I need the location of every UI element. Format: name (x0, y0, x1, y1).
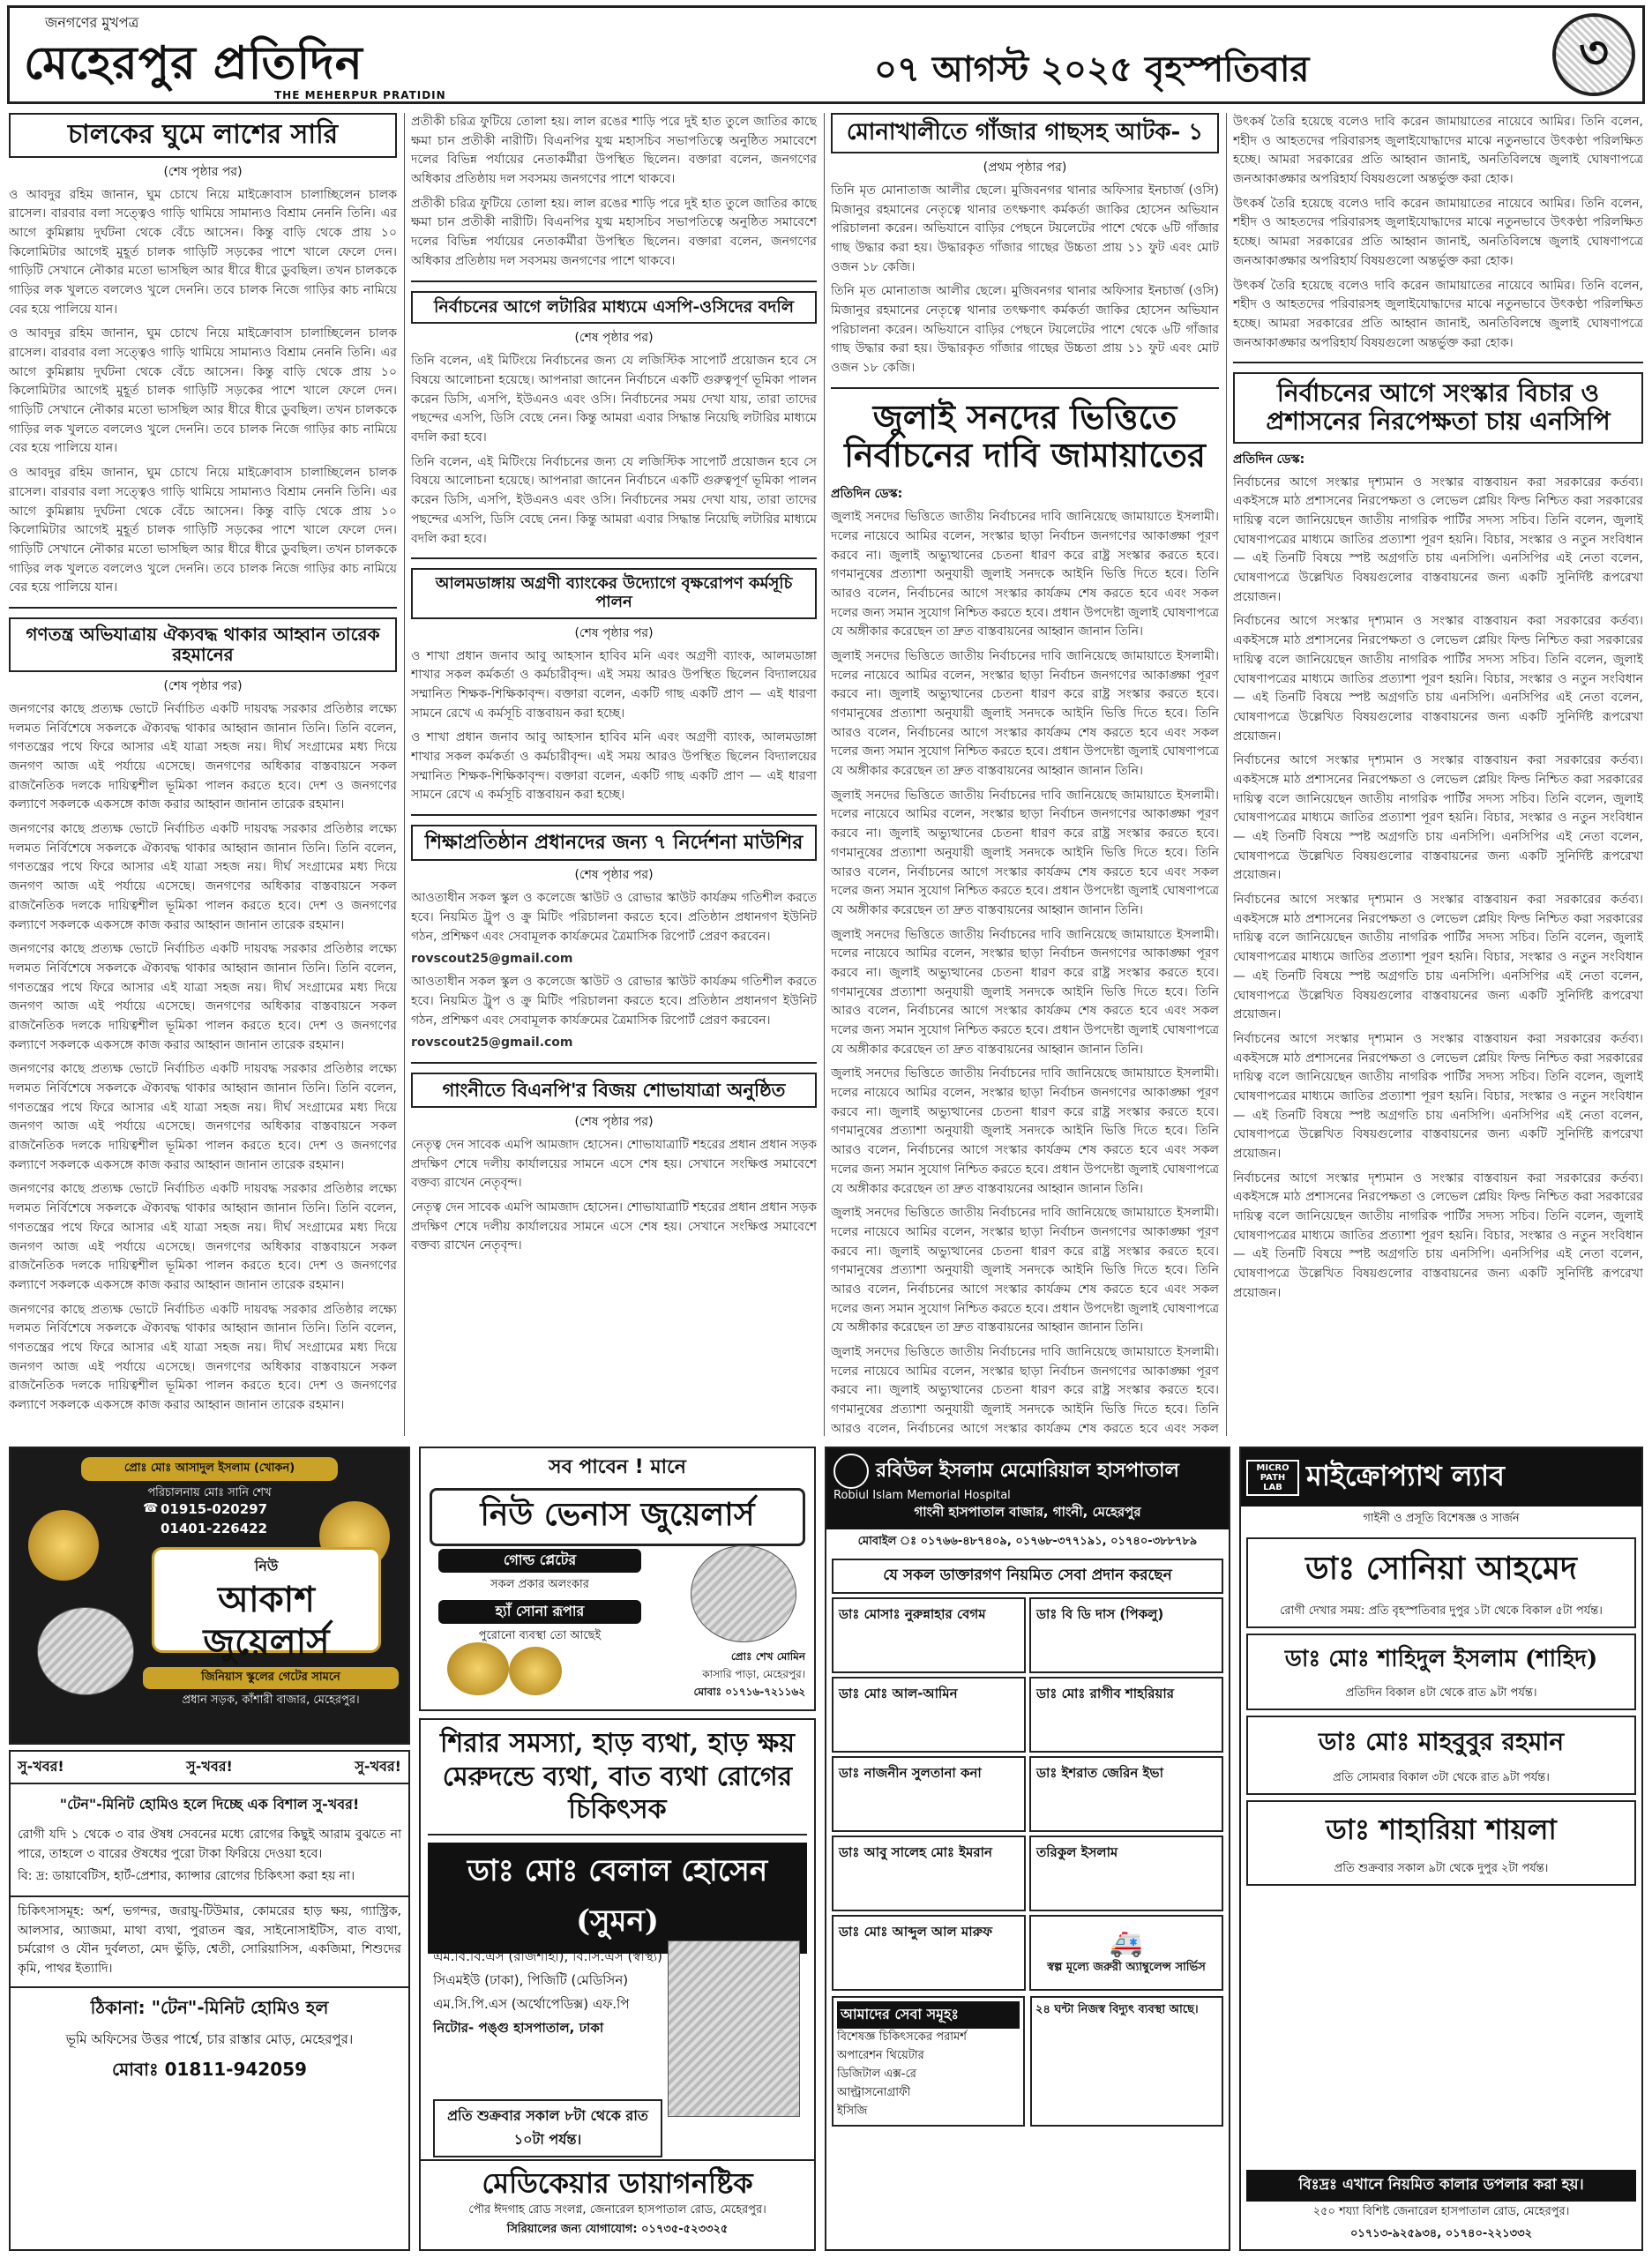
article-body: ও আবদুর রহিম জানান, ঘুম চোখে নিয়ে মাইক্রোবাস চালাচ্ছিলেন চালক রাসেল। বারবার বলা সত্ত্বেও গাড়ি থামিয়ে সামান্যও বিশ্রাম নেননি তিনি। এর আগে কুমিল্লায় দুর্ঘটনা থেকে বেঁচে আসেন। কিন্তু বাড়ি থেকে প্রায় ১০ কিলোমিটার আগেই মুহূর্ত চালক গাড়িটি সড়কের পাশে খালে ফেলে দেন। গাড়িটি সেখানে নৌকার মতো ভাসছিল আর ধীরে ধীরে ডুবছিল। তখন চালককে গাড়ির লক খুলতে বললেও খুলে দেননি। তবে চালক নিজে গাড়ির কাচ নামিয়ে বের হয়ে পালিয়ে যান। (9, 187, 397, 317)
email-link[interactable]: rovscout25@gmail.com (411, 1036, 573, 1050)
ad-address: কাসারি পাড়া, মেহেরপুর। (702, 1668, 805, 1680)
article-body: নির্বাচনের আগে সংস্কার দৃশ্যমান ও সংস্কার বাস্তবায়ন করা সরকারের কর্তব্য। একইসঙ্গে মাঠ প্রশাসনের নিরপেক্ষতা ও লেভেল প্লেয়িং ফিল্ড নিশ্চিত করা সরকারের দায়িত্ব বলে জানিয়েছেন জাতীয় নাগরিক পার্টির সদস্য সচিব। তিনি বলেন, জুলাই ঘোষণাপত্রের মাধ্যমে জাতির প্রত্যাশা পূরণ হয়নি। বিচার, সংস্কার ও নতুন সংবিধান — এই তিনটি বিষয়ে স্পষ্ট অগ্রগতি চায় এনসিপি। এনসিপির এই নেতা বলেন, ঘোষণাপত্রে উল্লেখিত বিষয়গুলোর বাস্তবায়নের জন্য একটি সুনির্দিষ্ট রূপরেখা প্রয়োজন। (1233, 893, 1643, 1022)
article-body: উৎকর্ষ তৈরি হয়েছে বলেও দাবি করেন জামায়াতের নায়েবে আমির। তিনি বলেন, শহীদ ও আহতদের পরিবারসহ জুলাইযোদ্ধাদের মাঝে নতুনভাবে উৎকণ্ঠা পরিলক্ষিত হচ্ছে। আমরা সরকারের প্রতি আহ্বান জানাই, অনতিবিলম্বে জুলাই ঘোষণাপত্রে জনআকাঙ্ক্ষার অপরিহার্য বিষয়গুলো অন্তর্ভুক্ত করা হোক। (1233, 115, 1643, 187)
ad-body: রোগী যদি ১ থেকে ৩ বার ঔষধ সেবনের মধ্যে রোগের কিছুই আরাম বুঝতে না পারে, তাহলে ৩ বারের ঔষধের পুরো টাকা ফিরিয়ে দেওয়া হবে। (18, 1828, 401, 1861)
doctor-card[interactable] (832, 1677, 1026, 1753)
doctor-name: ডাঃ শাহারিয়া শায়লা (1326, 1813, 1557, 1846)
headline-jamaat[interactable]: জুলাই সনদের ভিত্তিতে নির্বাচনের দাবি জামায়াতের (844, 396, 1206, 475)
divider (411, 280, 817, 282)
column-4 (1233, 113, 1643, 1436)
service-item: অপারেশন থিয়েটার (837, 2049, 924, 2062)
divider (1233, 362, 1643, 363)
column-rule (824, 113, 825, 1436)
doctors-banner: যে সকল ডাক্তারগণ নিয়মিত সেবা প্রদান করছেন (832, 1559, 1223, 1594)
degree: এম.বি.বি.এস (রাজশাহী), বি.সি.এস (স্বাস্থ্য) (433, 1948, 662, 1964)
ad-dr-belal[interactable] (419, 1718, 816, 2251)
article-body: উৎকর্ষ তৈরি হয়েছে বলেও দাবি করেন জামায়াতের নায়েবে আমির। তিনি বলেন, শহীদ ও আহতদের পরিবারসহ জুলাইযোদ্ধাদের মাঝে নতুনভাবে উৎকণ্ঠা পরিলক্ষিত হচ্ছে। আমরা সরকারের প্রতি আহ্বান জানাই, অনতিবিলম্বে জুলাই ঘোষণাপত্রে জনআকাঙ্ক্ষার অপরিহার্য বিষয়গুলো অন্তর্ভুক্ত করা হোক। (1233, 278, 1643, 350)
doctor-name: তরিকুল ইসলাম (1036, 1844, 1118, 1860)
continued-note: (শেষ পৃষ্ঠার পর) (574, 331, 654, 346)
doctor-name: ডাঃ মোসাঃ নুরুন্নাহার বেগম (839, 1606, 986, 1622)
visiting-time: প্রতি শুক্রবার সকাল ৯টা থেকে দুপুর ২টা পর্যন্ত। (1334, 1862, 1549, 1875)
offer-line: হ্যাঁ সোনা রূপার (438, 1600, 641, 1624)
diagnostic-centre: মেডিকেয়ার ডায়াগনষ্টিক (421, 2159, 814, 2209)
divider (411, 557, 817, 559)
ad-contact (629, 1649, 805, 1702)
ad-headline: "টেন"-মিনিট হোমিও হলে দিচ্ছে এক বিশাল সু-খবর! (59, 1796, 360, 1813)
degree: এম.সি.পি.এস (অর্থোপেডিক্স) এফ.পি (433, 1996, 630, 2012)
lab-notice: বিঃদ্রঃ এখানে নিয়মিত কালার ডপলার করা হয়। (1246, 2170, 1636, 2202)
article-body: ও আবদুর রহিম জানান, ঘুম চোখে নিয়ে মাইক্রোবাস চালাচ্ছিলেন চালক রাসেল। বারবার বলা সত্ত্বেও গাড়ি থামিয়ে সামান্যও বিশ্রাম নেননি তিনি। এর আগে কুমিল্লায় দুর্ঘটনা থেকে বেঁচে আসেন। কিন্তু বাড়ি থেকে প্রায় ১০ কিলোমিটার আগেই মুহূর্ত চালক গাড়িটি সড়কের পাশে খালে ফেলে দেন। গাড়িটি সেখানে নৌকার মতো ভাসছিল আর ধীরে ধীরে ডুবছিল। তখন চালককে গাড়ির লক খুলতে বললেও খুলে দেননি। তবে চালক নিজে গাড়ির কাচ নামিয়ে বের হয়ে পালিয়ে যান। (9, 466, 397, 595)
article-body: তিনি বলেন, এই মিটিংয়ে নির্বাচনের জন্য যে লজিস্টিক সাপোর্ট প্রয়োজন হবে সে বিষয়ে আলোচনা হয়েছে। আপনারা জানেন নির্বাচনে একটি গুরুত্বপূর্ণ ভূমিকা পালন করেন ডিসি, এসপি, ইউএনও এবং ওসি। নির্বাচনের সময় দেখা যায়, তারা তাদের পছন্দের এসপি, ডিসি বেছে নেন। কিন্তু আমরা এবার সিদ্ধান্ত নিয়েছি লটারির মাধ্যমে বদলি করা হবে। (411, 454, 817, 546)
doctor-card[interactable] (832, 1836, 1026, 1911)
ad-headline: শিরার সমস্যা, হাড় ব্যথা, হাড় ক্ষয় মেরুদন্ডে ব্যথা, বাত ব্যথা রোগের চিকিৎসক (428, 1727, 807, 1836)
doctor-card[interactable] (1246, 1634, 1636, 1710)
ad-offers (438, 1545, 641, 1646)
doctor-name: ডাঃ আবু সালেহ মোঃ ইমরান (839, 1844, 992, 1860)
ad-phone[interactable]: মোবাঃ 01811-942059 (112, 2058, 307, 2080)
doctor-photo (668, 1940, 800, 2117)
masthead-tagline: জনগণের মুখপত্র (45, 14, 139, 31)
continued-note: (শেষ পৃষ্ঠার পর) (574, 868, 654, 883)
visiting-time: প্রতি সোমবার বিকাল ৩টা থেকে রাত ৯টা পর্যন্ত। (1333, 1771, 1550, 1784)
services-list (832, 1996, 1025, 2127)
doctor-card[interactable] (1029, 1597, 1223, 1673)
headline-lottery[interactable]: নির্বাচনের আগে লটারির মাধ্যমে এসপি-ওসিদের বদলি (411, 291, 817, 325)
lab-header (1241, 1448, 1641, 1507)
doctor-name: ডাঃ নাজনীন সুলতানা কনা (839, 1765, 982, 1781)
continued-note: (শেষ পৃষ্ঠার পর) (574, 1115, 654, 1130)
article-body: জুলাই সনদের ভিত্তিতে জাতীয় নির্বাচনের দাবি জানিয়েছে জামায়াতে ইসলামী। দলের নায়েবে আমির বলেন, সংস্কার ছাড়া নির্বাচন জনগণের আকাঙ্ক্ষা পূরণ করবে না। জুলাই অভ্যুত্থানের চেতনা ধারণ করে রাষ্ট্র সংস্কার করতে হবে। গণমানুষের প্রত্যাশা অনুযায়ী জুলাই সনদকে আইনি ভিত্তি দিতে হবে। তিনি আরও বলেন, নির্বাচনের আগে সংস্কার কার্যক্রম শেষ করতে হবে এবং সকল দলের জন্য সমান সুযোগ নিশ্চিত করতে হবে। প্রধান উপদেষ্টা জুলাই ঘোষণাপত্রে যে অঙ্গীকার করেছেন তা দ্রুত বাস্তবায়নের আহ্বান জানান তিনি। (831, 1206, 1219, 1335)
ad-address: গাংনী হাসপাতাল বাজার, গাংনী, মেহেরপুর (914, 1504, 1141, 1520)
ad-ten-minute-homeo[interactable] (9, 1750, 410, 2251)
service-item: বিশেষজ্ঞ চিকিৎসকের পরামর্শ (837, 2030, 967, 2044)
article-body: তিনি মৃত মোনাতাজ আলীর ছেলে। মুজিবনগর থানার অফিসার ইনচার্জ (ওসি) মিজানুর রহমানের নেতৃত্বে থানার তৎক্ষণাৎ কর্মকর্তা জাকির হোসেন অভিযান পরিচালনা করেন। অভিযানে বাড়ির পেছনে টয়লেটের পাশে থেকে ৬টি গাঁজার গাছ উদ্ধার করা হয়। উদ্ধারকৃত গাঁজার গাছের উচ্চতা প্রায় ১১ ফুট এবং মোট ওজন ১৮ কেজি। (831, 284, 1219, 376)
doctor-name: ডাঃ মোঃ বেলাল হোসেন (সুমন) (428, 1843, 807, 1954)
dateline: প্রতিদিন ডেস্ক: (831, 487, 903, 502)
ad-treatment-list: চিকিৎসাসমূহ: অর্শ, ভগন্দর, জরায়ু-টিউমার, কোমরের হাড় ক্ষয়, গ্যাস্ট্রিক, আলসার, অ্যাজমা, মাথা ব্যথা, পুরাতন জ্বর, সাইনোসাইটিস, বাত ব্যথা, চর্মরোগ ও যৌন দুর্বলতা, মেদ ভুঁড়ি, শ্বেতী, সোরিয়াসিস, একজিমা, শিশুদের কৃমি, পাথর ইত্যাদি। (18, 1904, 401, 1977)
ring-icon (509, 1647, 562, 1695)
ad-phone[interactable]: ০১৭১৩-৯২৫৯৩৪, ০১৭৪০-২২১৩৩২ (1349, 2227, 1533, 2240)
continued-note: (শেষ পৃষ্ঠার পর) (574, 625, 654, 640)
headline-ncp[interactable]: নির্বাচনের আগে সংস্কার বিচার ও প্রশাসনের নিরপেক্ষতা চায় এনসিপি (1233, 372, 1643, 443)
services-head: আমাদের সেবা সমূহঃ (837, 2001, 1020, 2029)
power-note: ২৪ ঘন্টা নিজস্ব বিদ্যুৎ ব্যবস্থা আছে। (1030, 1996, 1223, 2127)
ad-brand-name: আকাশ জুয়েলার্স (203, 1579, 330, 1663)
doctor-name: ডাঃ ইশরাত জেরিন ইভা (1036, 1765, 1163, 1781)
article-body: প্রতীকী চরিত্র ফুটিয়ে তোলা হয়। লাল রঙের শাড়ি পরে দুই হাত তুলে জাতির কাছে ক্ষমা চান প্রতীকী নারীটি। বিএনপির যুগ্ম মহাসচিব সভাপতিত্বে অনুষ্ঠিত সমাবেশে দলের বিভিন্ন পর্যায়ের নেতাকর্মীরা উপস্থিত ছিলেন। বক্তারা বলেন, জনগণের অধিকার প্রতিষ্ঠায় দল সবসময় জনগণের পাশে থাকবে। (411, 115, 817, 187)
article-body: প্রতীকী চরিত্র ফুটিয়ে তোলা হয়। লাল রঙের শাড়ি পরে দুই হাত তুলে জাতির কাছে ক্ষমা চান প্রতীকী নারীটি। বিএনপির যুগ্ম মহাসচিব সভাপতিত্বে অনুষ্ঠিত সমাবেশে দলের বিভিন্ন পর্যায়ের নেতাকর্মীরা উপস্থিত ছিলেন। বক্তারা বলেন, জনগণের অধিকার প্রতিষ্ঠায় দল সবসময় জনগণের পাশে থাকবে। (411, 196, 817, 268)
column-2 (411, 113, 817, 1436)
lab-name: মাইক্রোপ্যাথ ল্যাব (1306, 1459, 1505, 1492)
place-name: "টেন"-মিনিট হোমিও হল (151, 1996, 329, 2018)
proprietor-photo (37, 1607, 134, 1695)
hospital-header (826, 1448, 1229, 1529)
article-body: উৎকর্ষ তৈরি হয়েছে বলেও দাবি করেন জামায়াতের নায়েবে আমির। তিনি বলেন, শহীদ ও আহতদের পরিবারসহ জুলাইযোদ্ধাদের মাঝে নতুনভাবে উৎকণ্ঠা পরিলক্ষিত হচ্ছে। আমরা সরকারের প্রতি আহ্বান জানাই, অনতিবিলম্বে জুলাই ঘোষণাপত্রে জনআকাঙ্ক্ষার অপরিহার্য বিষয়গুলো অন্তর্ভুক্ত করা হোক। (1233, 196, 1643, 268)
service-item: আল্ট্রাসনোগ্রাফী (837, 2086, 911, 2099)
ad-phone[interactable]: মোবাঃ ০১৭১৬-৭২১১৬২ (693, 1686, 805, 1698)
dateline: প্রতিদিন ডেস্ক: (1233, 452, 1305, 467)
services-section (826, 1991, 1229, 2132)
ambulance-icon: 🚑 (1110, 1928, 1143, 1959)
article-body: তিনি মৃত মোনাতাজ আলীর ছেলে। মুজিবনগর থানার অফিসার ইনচার্জ (ওসি) মিজানুর রহমানের নেতৃত্বে থানার তৎক্ষণাৎ কর্মকর্তা জাকির হোসেন অভিযান পরিচালনা করেন। অভিযানে বাড়ির পেছনে টয়লেটের পাশে থেকে ৬টি গাঁজার গাছ উদ্ধার করা হয়। উদ্ধারকৃত গাঁজার গাছের উচ্চতা প্রায় ১১ ফুট এবং মোট ওজন ১৮ কেজি। (831, 183, 1219, 274)
article-body: জুলাই সনদের ভিত্তিতে জাতীয় নির্বাচনের দাবি জানিয়েছে জামায়াতে ইসলামী। দলের নায়েবে আমির বলেন, সংস্কার ছাড়া নির্বাচন জনগণের আকাঙ্ক্ষা পূরণ করবে না। জুলাই অভ্যুত্থানের চেতনা ধারণ করে রাষ্ট্র সংস্কার করতে হবে। গণমানুষের প্রত্যাশা অনুযায়ী জুলাই সনদকে আইনি ভিত্তি দিতে হবে। তিনি আরও বলেন, নির্বাচনের আগে সংস্কার কার্যক্রম শেষ করতে হবে এবং সকল দলের জন্য সমান সুযোগ নিশ্চিত করতে হবে। প্রধান উপদেষ্টা জুলাই ঘোষণাপত্রে যে অঙ্গীকার করেছেন তা দ্রুত বাস্তবায়নের আহ্বান জানান তিনি। (831, 648, 1219, 779)
hospital-name: রবিউল ইসলাম মেমোরিয়াল হাসপাতাল (876, 1458, 1179, 1482)
good-news-label: সু-খবর! (186, 1758, 233, 1775)
column-rule (404, 113, 405, 1436)
doctor-card[interactable] (1246, 1716, 1636, 1795)
column-rule (1226, 113, 1227, 1436)
article-body: জনগণের কাছে প্রত্যক্ষ ভোটে নির্বাচিত একটি দায়বদ্ধ সরকার প্রতিষ্ঠার লক্ষ্যে দলমত নির্বিশেষে সকলকে ঐক্যবদ্ধ থাকার আহ্বান জানান তিনি। তিনি বলেন, গণতন্ত্রের পথে ফিরে আসার এই যাত্রা সহজ নয়। দীর্ঘ সংগ্রামের মধ্য দিয়ে জনগণ আজ এই পর্যায়ে এসেছে। জনগণের অধিকার বাস্তবায়নে সকল রাজনৈতিক দলকে দায়িত্বশীল ভূমিকা পালন করতে হবে। দেশ ও জনগণের কল্যাণে সকলকে একসঙ্গে কাজ করার আহ্বান জানান তারেক রহমান। (9, 1302, 397, 1412)
headline-bnp-rally[interactable]: গাংনীতে বিএনপি'র বিজয় শোভাযাত্রা অনুষ্ঠিত (411, 1073, 817, 1108)
visiting-time: প্রতি শুক্রবার সকাল ৮টা থেকে রাত ১০টা পর্যন্ত। (433, 2099, 662, 2157)
doctor-name: ডাঃ মোঃ শাহিদুল ইসলাম (শাহিদ) (1284, 1646, 1598, 1672)
article-body: জনগণের কাছে প্রত্যক্ষ ভোটে নির্বাচিত একটি দায়বদ্ধ সরকার প্রতিষ্ঠার লক্ষ্যে দলমত নির্বিশেষে সকলকে ঐক্যবদ্ধ থাকার আহ্বান জানান তিনি। তিনি বলেন, গণতন্ত্রের পথে ফিরে আসার এই যাত্রা সহজ নয়। দীর্ঘ সংগ্রামের মধ্য দিয়ে জনগণ আজ এই পর্যায়ে এসেছে। জনগণের অধিকার বাস্তবায়নে সকল রাজনৈতিক দলকে দায়িত্বশীল ভূমিকা পালন করতে হবে। দেশ ও জনগণের কল্যাণে সকলকে একসঙ্গে কাজ করার আহ্বান জানান তারেক রহমান। (9, 1182, 397, 1292)
ad-phone[interactable]: 01401-226422 (161, 1521, 268, 1536)
article-body: নির্বাচনের আগে সংস্কার দৃশ্যমান ও সংস্কার বাস্তবায়ন করা সরকারের কর্তব্য। একইসঙ্গে মাঠ প্রশাসনের নিরপেক্ষতা ও লেভেল প্লেয়িং ফিল্ড নিশ্চিত করা সরকারের দায়িত্ব বলে জানিয়েছেন জাতীয় নাগরিক পার্টির সদস্য সচিব। তিনি বলেন, জুলাই ঘোষণাপত্রের মাধ্যমে জাতির প্রত্যাশা পূরণ হয়নি। বিচার, সংস্কার ও নতুন সংবিধান — এই তিনটি বিষয়ে স্পষ্ট অগ্রগতি চায় এনসিপি। এনসিপির এই নেতা বলেন, ঘোষণাপত্রে উল্লেখিত বিষয়গুলোর বাস্তবায়নের জন্য একটি সুনির্দিষ্ট রূপরেখা প্রয়োজন। (1233, 475, 1643, 604)
divider (411, 814, 817, 816)
divider (9, 607, 397, 609)
article-body: জনগণের কাছে প্রত্যক্ষ ভোটে নির্বাচিত একটি দায়বদ্ধ সরকার প্রতিষ্ঠার লক্ষ্যে দলমত নির্বিশেষে সকলকে ঐক্যবদ্ধ থাকার আহ্বান জানান তিনি। তিনি বলেন, গণতন্ত্রের পথে ফিরে আসার এই যাত্রা সহজ নয়। দীর্ঘ সংগ্রামের মধ্য দিয়ে জনগণ আজ এই পর্যায়ে এসেছে। জনগণের অধিকার বাস্তবায়নে সকল রাজনৈতিক দলকে দায়িত্বশীল ভূমিকা পালন করতে হবে। দেশ ও জনগণের কল্যাণে সকলকে একসঙ্গে কাজ করার আহ্বান জানান তারেক রহমান। (9, 942, 397, 1052)
headline-mausi[interactable]: শিক্ষাপ্রতিষ্ঠান প্রধানদের জন্য ৭ নির্দেশনা মাউশির (411, 825, 817, 861)
headline-ganja[interactable]: মোনাখালীতে গাঁজার গাছসহ আটক- ১ (831, 113, 1219, 153)
ad-robiul-hospital[interactable] (825, 1447, 1230, 2251)
article-body: আওতাধীন সকল স্কুল ও কলেজে স্কাউট ও রোভার স্কাউট কার্যক্রম গতিশীল করতে হবে। নিয়মিত ট্রুপ ও ক্রু মিটিং পরিচালনা করতে হবে। প্রতিষ্ঠান প্রধানগণ ইউনিট গঠন, প্রশিক্ষণ এবং সেবামূলক কার্যক্রমের ত্রৈমাসিক রিপোর্ট প্রেরণ করবেন। (411, 975, 817, 1028)
degree: সিএমইউ (ঢাকা), পিজিটি (মেডিসিন) (433, 1972, 629, 1988)
article-body: জুলাই সনদের ভিত্তিতে জাতীয় নির্বাচনের দাবি জানিয়েছে জামায়াতে ইসলামী। দলের নায়েবে আমির বলেন, সংস্কার ছাড়া নির্বাচন জনগণের আকাঙ্ক্ষা পূরণ করবে না। জুলাই অভ্যুত্থানের চেতনা ধারণ করে রাষ্ট্র সংস্কার করতে হবে। গণমানুষের প্রত্যাশা অনুযায়ী জুলাই সনদকে আইনি ভিত্তি দিতে হবে। তিনি আরও বলেন, নির্বাচনের আগে সংস্কার কার্যক্রম শেষ করতে হবে এবং সকল দলের জন্য সমান সুযোগ নিশ্চিত করতে হবে। প্রধান উপদেষ্টা জুলাই ঘোষণাপত্রে যে অঙ্গীকার করেছেন তা দ্রুত বাস্তবায়নের আহ্বান জানান তিনি। (831, 927, 1219, 1057)
divider (11, 1895, 408, 1897)
lab-logo: MICRO PATH LAB (1246, 1460, 1299, 1496)
ad-proprietor: প্রোঃ শেখ মোমিন (730, 1650, 805, 1663)
article-body: জুলাই সনদের ভিত্তিতে জাতীয় নির্বাচনের দাবি জানিয়েছে জামায়াতে ইসলামী। দলের নায়েবে আমির বলেন, সংস্কার ছাড়া নির্বাচন জনগণের আকাঙ্ক্ষা পূরণ করবে না। জুলাই অভ্যুত্থানের চেতনা ধারণ করে রাষ্ট্র সংস্কার করতে হবে। গণমানুষের প্রত্যাশা অনুযায়ী জুলাই সনদকে আইনি ভিত্তি দিতে হবে। তিনি আরও বলেন, নির্বাচনের আগে সংস্কার কার্যক্রম শেষ করতে হবে এবং সকল দলের জন্য সমান সুযোগ নিশ্চিত করতে হবে। প্রধান উপদেষ্টা জুলাই ঘোষণাপত্রে যে অঙ্গীকার করেছেন তা দ্রুত বাস্তবায়নের আহ্বান জানান তিনি। (831, 510, 1219, 639)
article-body: নির্বাচনের আগে সংস্কার দৃশ্যমান ও সংস্কার বাস্তবায়ন করা সরকারের কর্তব্য। একইসঙ্গে মাঠ প্রশাসনের নিরপেক্ষতা ও লেভেল প্লেয়িং ফিল্ড নিশ্চিত করা সরকারের দায়িত্ব বলে জানিয়েছেন জাতীয় নাগরিক পার্টির সদস্য সচিব। তিনি বলেন, জুলাই ঘোষণাপত্রের মাধ্যমে জাতির প্রত্যাশা পূরণ হয়নি। বিচার, সংস্কার ও নতুন সংবিধান — এই তিনটি বিষয়ে স্পষ্ট অগ্রগতি চায় এনসিপি। এনসিপির এই নেতা বলেন, ঘোষণাপত্রে উল্লেখিত বিষয়গুলোর বাস্তবায়নের জন্য একটি সুনির্দিষ্ট রূপরেখা প্রয়োজন। (1233, 1031, 1643, 1161)
article-body: ও শাখা প্রধান জনাব আবু আহসান হাবিব মনি এবং অগ্রণী ব্যাংক, আলমডাঙ্গা শাখার সকল কর্মকর্তা ও কর্মচারীবৃন্দ। এই সময় আরও উপস্থিত ছিলেন বিদ্যালয়ের সম্মানিত শিক্ষক-শিক্ষিকাবৃন্দ। বক্তারা বলেন, একটি গাছ একটি প্রাণ — এই ধারণা সামনে রেখে এ কর্মসূচি বাস্তবায়ন করা হচ্ছে। (411, 730, 817, 803)
newspaper-name-en: THE MEHERPUR PRATIDIN (274, 89, 446, 101)
continued-note: (প্রথম পৃষ্ঠার পর) (983, 160, 1067, 175)
doctor-card[interactable] (1029, 1677, 1223, 1753)
article-body: আওতাধীন সকল স্কুল ও কলেজে স্কাউট ও রোভার স্কাউট কার্যক্রম গতিশীল করতে হবে। নিয়মিত ট্রুপ ও ক্রু মিটিং পরিচালনা করতে হবে। প্রতিষ্ঠান প্রধানগণ ইউনিট গঠন, প্রশিক্ষণ এবং সেবামূলক কার্যক্রমের ত্রৈমাসিক রিপোর্ট প্রেরণ করবেন। (411, 891, 817, 944)
ad-address: পৌর ঈদগাহ রোড সংলগ্ন, জেনারেল হাসপাতাল রোড, মেহেরপুর। (468, 2203, 766, 2217)
offer-line: সকল প্রকার অলংকার (490, 1578, 589, 1591)
good-news-label: সু-খবর! (355, 1758, 401, 1775)
divider (831, 387, 1219, 389)
doctor-name: ডাঃ মোঃ রাগীব শাহরিয়ার (1036, 1686, 1174, 1701)
doctor-card[interactable] (832, 1756, 1026, 1832)
ad-tagline: সব পাবেন ! মানে (549, 1456, 686, 1478)
headline-tarique[interactable]: গণতন্ত্র অভিযাত্রায় ঐক্যবদ্ধ থাকার আহ্বান তারেক রহমানের (9, 617, 397, 672)
doctor-card[interactable] (832, 1915, 1026, 1991)
ambulance-service: স্বল্প মূল্যে জরুরী অ্যাম্বুলেন্স সার্ভিস (1047, 1961, 1206, 1974)
masthead (7, 5, 1645, 104)
article-body: জনগণের কাছে প্রত্যক্ষ ভোটে নির্বাচিত একটি দায়বদ্ধ সরকার প্রতিষ্ঠার লক্ষ্যে দলমত নির্বিশেষে সকলকে ঐক্যবদ্ধ থাকার আহ্বান জানান তিনি। তিনি বলেন, গণতন্ত্রের পথে ফিরে আসার এই যাত্রা সহজ নয়। দীর্ঘ সংগ্রামের মধ্য দিয়ে জনগণ আজ এই পর্যায়ে এসেছে। জনগণের অধিকার বাস্তবায়নে সকল রাজনৈতিক দলকে দায়িত্বশীল ভূমিকা পালন করতে হবে। দেশ ও জনগণের কল্যাণে সকলকে একসঙ্গে কাজ করার আহ্বান জানান তারেক রহমান। (9, 822, 397, 932)
headline-accident[interactable]: চালকের ঘুমে লাশের সারি (9, 113, 397, 158)
hospital-logo-icon (833, 1454, 869, 1489)
article-body: নির্বাচনের আগে সংস্কার দৃশ্যমান ও সংস্কার বাস্তবায়ন করা সরকারের কর্তব্য। একইসঙ্গে মাঠ প্রশাসনের নিরপেক্ষতা ও লেভেল প্লেয়িং ফিল্ড নিশ্চিত করা সরকারের দায়িত্ব বলে জানিয়েছেন জাতীয় নাগরিক পার্টির সদস্য সচিব। তিনি বলেন, জুলাই ঘোষণাপত্রের মাধ্যমে জাতির প্রত্যাশা পূরণ হয়নি। বিচার, সংস্কার ও নতুন সংবিধান — এই তিনটি বিষয়ে স্পষ্ট অগ্রগতি চায় এনসিপি। এনসিপির এই নেতা বলেন, ঘোষণাপত্রে উল্লেখিত বিষয়গুলোর বাস্তবায়নের জন্য একটি সুনির্দিষ্ট রূপরেখা প্রয়োজন। (1233, 614, 1643, 744)
bangle-icon (447, 1642, 509, 1695)
divider (411, 1062, 817, 1064)
doctor-card[interactable] (832, 1597, 1026, 1673)
hospital-name: নিটোর- পঙ্গু হাসপাতাল, ঢাকা (433, 2020, 604, 2036)
doctor-name: ডাঃ মোঃ মাহবুবুর রহমান (1318, 1727, 1565, 1756)
newspaper-name: মেহেরপুর প্রতিদিন (24, 36, 363, 90)
doctor-card[interactable] (1246, 1537, 1636, 1628)
ad-manager: পরিচালনায় মোঃ সানি শেখ (147, 1486, 272, 1499)
necklace-icon (28, 1510, 99, 1581)
ad-banner (11, 1752, 408, 1784)
visiting-time: রোগী দেখার সময়: প্রতি বৃহস্পতিবার দুপুর ১টা থেকে বিকাল ৫টা পর্যন্ত। (1280, 1604, 1603, 1618)
article-body: নেতৃত্ব দেন সাবেক এমপি আমজাদ হোসেন। শোভাযাত্রাটি শহরের প্রধান প্রধান সড়ক প্রদক্ষিণ শেষে দলীয় কার্যালয়ের সামনে এসে শেষ হয়। সেখানে সংক্ষিপ্ত সমাবেশে বক্তব্য রাখেন নেতৃবৃন্দ। (411, 1138, 817, 1191)
ad-logo (152, 1547, 381, 1663)
article-body: জুলাই সনদের ভিত্তিতে জাতীয় নির্বাচনের দাবি জানিয়েছে জামায়াতে ইসলামী। দলের নায়েবে আমির বলেন, সংস্কার ছাড়া নির্বাচন জনগণের আকাঙ্ক্ষা পূরণ করবে না। জুলাই অভ্যুত্থানের চেতনা ধারণ করে রাষ্ট্র সংস্কার করতে হবে। গণমানুষের প্রত্যাশা অনুযায়ী জুলাই সনদকে আইনি ভিত্তি দিতে হবে। তিনি আরও বলেন, নির্বাচনের আগে সংস্কার কার্যক্রম শেষ করতে হবে এবং সকল (831, 1345, 1219, 1436)
ad-place (11, 1995, 408, 2024)
ad-address: প্রধান সড়ক, কাঁশারী বাজার, মেহেরপুর। (182, 1694, 360, 1707)
ad-note: বি: দ্র: ডায়াবেটিস, হার্ট-প্রেশার, ক্যান্সার রোগের চিকিৎসা করা হয় না। (18, 1869, 355, 1884)
article-body: ও শাখা প্রধান জনাব আবু আহসান হাবিব মনি এবং অগ্রণী ব্যাংক, আলমডাঙ্গা শাখার সকল কর্মকর্তা ও কর্মচারীবৃন্দ। এই সময় আরও উপস্থিত ছিলেন বিদ্যালয়ের সম্মানিত শিক্ষক-শিক্ষিকাবৃন্দ। বক্তারা বলেন, একটি গাছ একটি প্রাণ — এই ধারণা সামনে রেখে এ কর্মসূচি বাস্তবায়ন করা হচ্ছে। (411, 648, 817, 721)
offer-line: গোল্ড প্লেটের (438, 1549, 641, 1573)
visiting-time: প্রতিদিন বিকাল ৪টা থেকে রাত ৯টা পর্যন্ত। (1345, 1686, 1537, 1700)
ad-prefix: নিউ (254, 1558, 279, 1574)
ad-akash-jewellers[interactable] (9, 1447, 410, 1745)
ad-address: ভূমি অফিসের উত্তর পার্শ্বে, চার রাস্তার মোড়, মেহেরপুর। (65, 2030, 354, 2047)
ad-phone[interactable]: মোবাইল ঃ ০১৭৬৬-৪৮৭৪০৯, ০১৭৬৮-৩৭৭১৯১, ০১৭৪০-৩৮৮৭৮৯ (857, 1535, 1198, 1548)
ad-brand-name: নিউ ভেনাস জুয়েলার্স (430, 1488, 805, 1546)
email-link[interactable]: rovscout25@gmail.com (411, 952, 573, 967)
column-1 (9, 113, 397, 1436)
article-body: তিনি বলেন, এই মিটিংয়ে নির্বাচনের জন্য যে লজিস্টিক সাপোর্ট প্রয়োজন হবে সে বিষয়ে আলোচনা হয়েছে। আপনারা জানেন নির্বাচনে একটি গুরুত্বপূর্ণ ভূমিকা পালন করেন ডিসি, এসপি, ইউএনও এবং ওসি। নির্বাচনের সময় দেখা যায়, তারা তাদের পছন্দের এসপি, ডিসি বেছে নেন। কিন্তু আমরা এবার সিদ্ধান্ত নিয়েছি লটারির মাধ্যমে বদলি করা হবে। (411, 354, 817, 445)
article-body: নেতৃত্ব দেন সাবেক এমপি আমজাদ হোসেন। শোভাযাত্রাটি শহরের প্রধান প্রধান সড়ক প্রদক্ষিণ শেষে দলীয় কার্যালয়ের সামনে এসে শেষ হয়। সেখানে সংক্ষিপ্ত সমাবেশে বক্তব্য রাখেন নেতৃবৃন্দ। (411, 1200, 817, 1253)
headline-tree-plantation[interactable]: আলমডাঙ্গায় অগ্রণী ব্যাংকের উদ্যোগে বৃক্ষরোপণ কর্মসূচি পালন (411, 568, 817, 618)
article-body: জুলাই সনদের ভিত্তিতে জাতীয় নির্বাচনের দাবি জানিয়েছে জামায়াতে ইসলামী। দলের নায়েবে আমির বলেন, সংস্কার ছাড়া নির্বাচন জনগণের আকাঙ্ক্ষা পূরণ করবে না। জুলাই অভ্যুত্থানের চেতনা ধারণ করে রাষ্ট্র সংস্কার করতে হবে। গণমানুষের প্রত্যাশা অনুযায়ী জুলাই সনদকে আইনি ভিত্তি দিতে হবে। তিনি আরও বলেন, নির্বাচনের আগে সংস্কার কার্যক্রম শেষ করতে হবে এবং সকল দলের জন্য সমান সুযোগ নিশ্চিত করতে হবে। প্রধান উপদেষ্টা জুলাই ঘোষণাপত্রে যে অঙ্গীকার করেছেন তা দ্রুত বাস্তবায়নের আহ্বান জানান তিনি। (831, 788, 1219, 917)
continued-note: (শেষ পৃষ্ঠার পর) (163, 678, 243, 693)
ad-address: জিনিয়াস স্কুলের গেটের সামনে (143, 1667, 399, 1689)
doctor-card[interactable] (1246, 1800, 1636, 1886)
doctor-specialty: গাইনী ও প্রসূতি বিশেষজ্ঞ ও সার্জন (1363, 1512, 1520, 1525)
doctor-card[interactable] (1029, 1836, 1223, 1911)
divider (11, 1986, 408, 1988)
ad-new-venus-jewellers[interactable] (419, 1447, 816, 1711)
article-body: জনগণের কাছে প্রত্যক্ষ ভোটে নির্বাচিত একটি দায়বদ্ধ সরকার প্রতিষ্ঠার লক্ষ্যে দলমত নির্বিশেষে সকলকে ঐক্যবদ্ধ থাকার আহ্বান জানান তিনি। তিনি বলেন, গণতন্ত্রের পথে ফিরে আসার এই যাত্রা সহজ নয়। দীর্ঘ সংগ্রামের মধ্য দিয়ে জনগণ আজ এই পর্যায়ে এসেছে। জনগণের অধিকার বাস্তবায়নে সকল রাজনৈতিক দলকে দায়িত্বশীল ভূমিকা পালন করতে হবে। দেশ ও জনগণের কল্যাণে সকলকে একসঙ্গে কাজ করার আহ্বান জানান তারেক রহমান। (9, 1062, 397, 1172)
hospital-name-en: Robiul Islam Memorial Hospital (833, 1489, 1011, 1502)
place-label: ঠিকানা: (90, 1996, 146, 2018)
ad-phone[interactable]: 01915-020297 (161, 1501, 268, 1517)
issue-date: ০৭ আগস্ট ২০২৫ বৃহস্পতিবার (874, 49, 1310, 90)
column-3 (831, 113, 1219, 1436)
lab-footer (1241, 2170, 1641, 2249)
offer-line: পুরোনো ব্যবস্থা তো আছেই (478, 1629, 602, 1642)
service-item: ডিজিটাল এক্স-রে (837, 2067, 916, 2081)
continued-note: (শেষ পৃষ্ঠার পর) (163, 164, 243, 179)
doctor-name: ডাঃ বি ডি দাস (পিকলু) (1036, 1606, 1164, 1622)
good-news-label: সু-খবর! (18, 1758, 64, 1775)
ad-proprietor: প্রোঃ মোঃ আসাদুল ইসলাম (খোকন) (81, 1457, 338, 1481)
ad-address: ২৫০ শয্যা বিশিষ্ট জেনারেল হাসপাতাল রোড, মেহেরপুর। (1312, 2205, 1570, 2218)
article-body: জনগণের কাছে প্রত্যক্ষ ভোটে নির্বাচিত একটি দায়বদ্ধ সরকার প্রতিষ্ঠার লক্ষ্যে দলমত নির্বিশেষে সকলকে ঐক্যবদ্ধ থাকার আহ্বান জানান তিনি। তিনি বলেন, গণতন্ত্রের পথে ফিরে আসার এই যাত্রা সহজ নয়। দীর্ঘ সংগ্রামের মধ্য দিয়ে জনগণ আজ এই পর্যায়ে এসেছে। জনগণের অধিকার বাস্তবায়নে সকল রাজনৈতিক দলকে দায়িত্বশীল ভূমিকা পালন করতে হবে। দেশ ও জনগণের কল্যাণে সকলকে একসঙ্গে কাজ করার আহ্বান জানান তারেক রহমান। (9, 701, 397, 812)
page-number: ৩ (1552, 13, 1635, 96)
phone-icon: ☎ (143, 1501, 159, 1515)
article-body: জুলাই সনদের ভিত্তিতে জাতীয় নির্বাচনের দাবি জানিয়েছে জামায়াতে ইসলামী। দলের নায়েবে আমির বলেন, সংস্কার ছাড়া নির্বাচন জনগণের আকাঙ্ক্ষা পূরণ করবে না। জুলাই অভ্যুত্থানের চেতনা ধারণ করে রাষ্ট্র সংস্কার করতে হবে। গণমানুষের প্রত্যাশা অনুযায়ী জুলাই সনদকে আইনি ভিত্তি দিতে হবে। তিনি আরও বলেন, নির্বাচনের আগে সংস্কার কার্যক্রম শেষ করতে হবে এবং সকল দলের জন্য সমান সুযোগ নিশ্চিত করতে হবে। প্রধান উপদেষ্টা জুলাই ঘোষণাপত্রে যে অঙ্গীকার করেছেন তা দ্রুত বাস্তবায়নের আহ্বান জানান তিনি। (831, 1066, 1219, 1196)
ad-phone[interactable]: সিরিয়ালের জন্য যোগাযোগ: ০১৭৩৫-৫২৩৩২৫ (506, 2223, 729, 2236)
proprietor-photo (691, 1545, 796, 1642)
doctor-name: ডাঃ মোঃ আল-আমিন (839, 1686, 958, 1701)
ambulance-card[interactable] (1029, 1915, 1223, 1991)
service-item: ইসিজি (837, 2105, 868, 2118)
doctor-name: ডাঃ মোঃ আব্দুল আল মারুফ (839, 1924, 993, 1940)
doctor-degrees (433, 1945, 662, 2040)
doctor-card[interactable] (1029, 1756, 1223, 1832)
doctor-name: ডাঃ সোনিয়া আহমেদ (1305, 1550, 1577, 1587)
ad-micropath-lab[interactable] (1239, 1447, 1643, 2251)
article-body: ও আবদুর রহিম জানান, ঘুম চোখে নিয়ে মাইক্রোবাস চালাচ্ছিলেন চালক রাসেল। বারবার বলা সত্ত্বেও গাড়ি থামিয়ে সামান্যও বিশ্রাম নেননি তিনি। এর আগে কুমিল্লায় দুর্ঘটনা থেকে বেঁচে আসেন। কিন্তু বাড়ি থেকে প্রায় ১০ কিলোমিটার আগেই মুহূর্ত চালক গাড়িটি সড়কের পাশে খালে ফেলে দেন। গাড়িটি সেখানে নৌকার মতো ভাসছিল আর ধীরে ধীরে ডুবছিল। তখন চালককে গাড়ির লক খুলতে বললেও খুলে দেননি। তবে চালক নিজে গাড়ির কাচ নামিয়ে বের হয়ে পালিয়ে যান। (9, 326, 397, 456)
article-body: নির্বাচনের আগে সংস্কার দৃশ্যমান ও সংস্কার বাস্তবায়ন করা সরকারের কর্তব্য। একইসঙ্গে মাঠ প্রশাসনের নিরপেক্ষতা ও লেভেল প্লেয়িং ফিল্ড নিশ্চিত করা সরকারের দায়িত্ব বলে জানিয়েছেন জাতীয় নাগরিক পার্টির সদস্য সচিব। তিনি বলেন, জুলাই ঘোষণাপত্রের মাধ্যমে জাতির প্রত্যাশা পূরণ হয়নি। বিচার, সংস্কার ও নতুন সংবিধান — এই তিনটি বিষয়ে স্পষ্ট অগ্রগতি চায় এনসিপি। এনসিপির এই নেতা বলেন, ঘোষণাপত্রে উল্লেখিত বিষয়গুলোর বাস্তবায়নের জন্য একটি সুনির্দিষ্ট রূপরেখা প্রয়োজন। (1233, 1170, 1643, 1300)
article-body: নির্বাচনের আগে সংস্কার দৃশ্যমান ও সংস্কার বাস্তবায়ন করা সরকারের কর্তব্য। একইসঙ্গে মাঠ প্রশাসনের নিরপেক্ষতা ও লেভেল প্লেয়িং ফিল্ড নিশ্চিত করা সরকারের দায়িত্ব বলে জানিয়েছেন জাতীয় নাগরিক পার্টির সদস্য সচিব। তিনি বলেন, জুলাই ঘোষণাপত্রের মাধ্যমে জাতির প্রত্যাশা পূরণ হয়নি। বিচার, সংস্কার ও নতুন সংবিধান — এই তিনটি বিষয়ে স্পষ্ট অগ্রগতি চায় এনসিপি। এনসিপির এই নেতা বলেন, ঘোষণাপত্রে উল্লেখিত বিষয়গুলোর বাস্তবায়নের জন্য একটি সুনির্দিষ্ট রূপরেখা প্রয়োজন। (1233, 753, 1643, 883)
doctor-list (826, 1597, 1229, 1991)
